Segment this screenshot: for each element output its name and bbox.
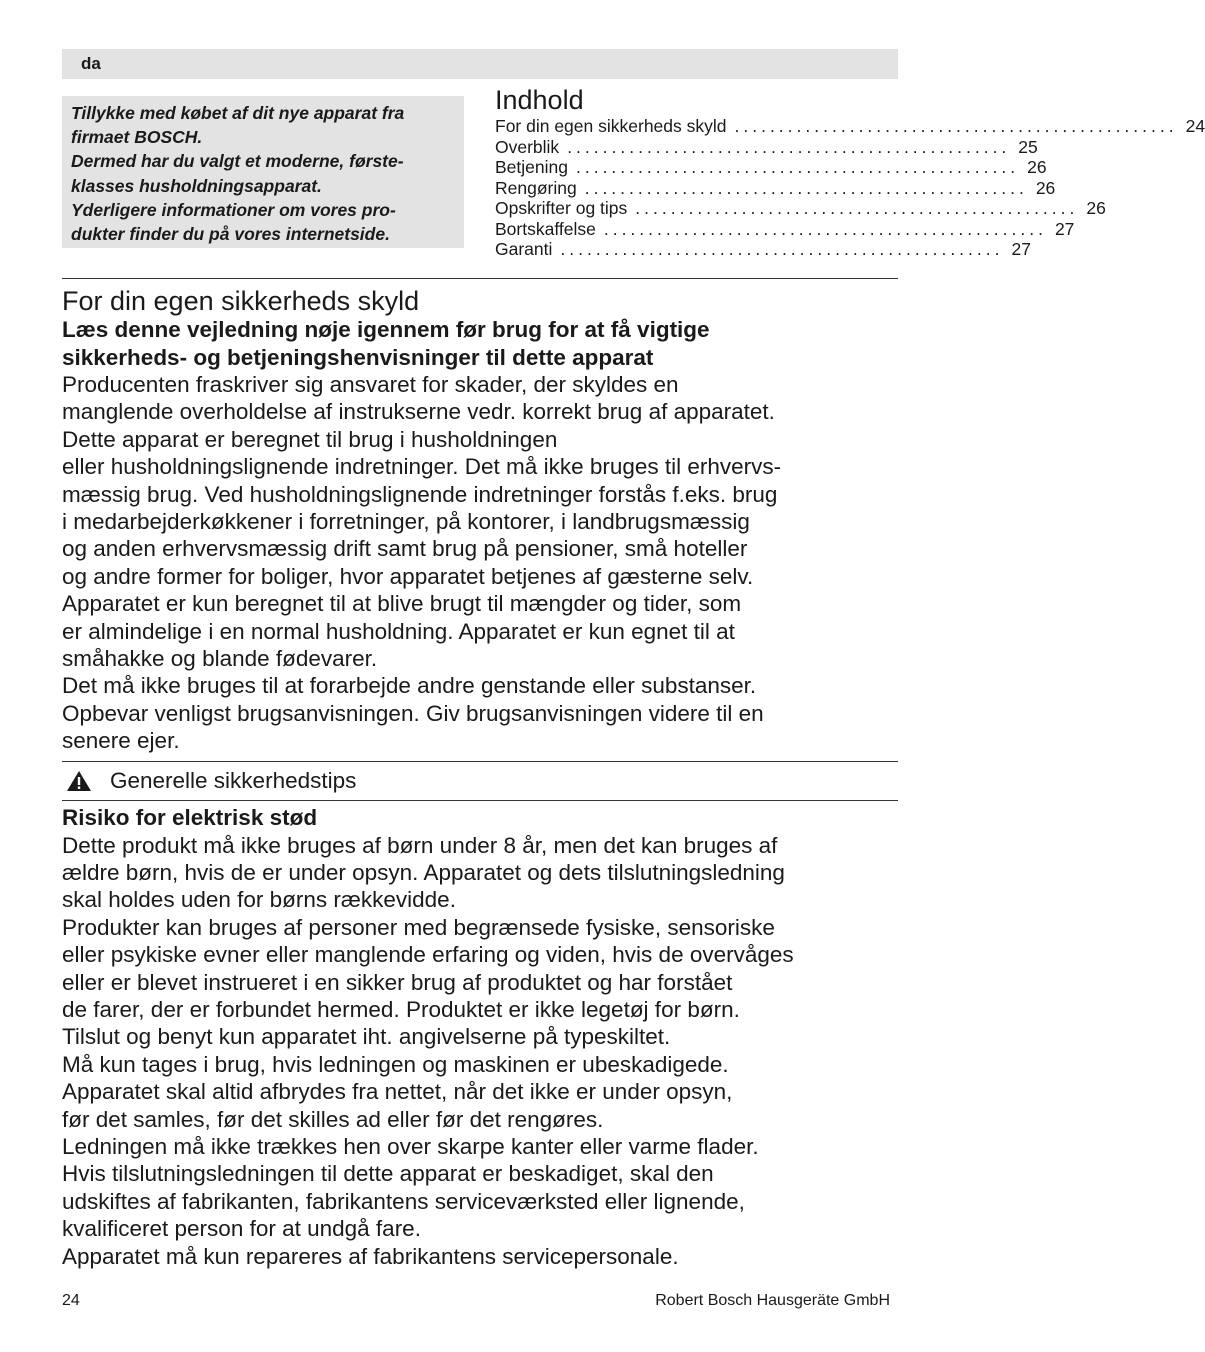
toc-item-page: 26 [1035, 177, 1056, 198]
toc-item[interactable] [495, 157, 1047, 178]
section-body: Producenten fraskriver sig ansvaret for skader, der skyldes en manglende overholdelse af instrukserne vedr. korrekt brug af apparatet. Dette apparat er beregnet til brug i husholdningen eller husholdningslignende indretninger. Det må ikke bruges til erhvervs- mæssig brug. Ved husholdningslignende indretninger forstås f.eks. brug i medarbejderkøkkener i forretninger, på kontorer, i landbrugsmæssig og anden erhvervsmæssig drift samt brug på pensioner, små hoteller og andre former for boliger, hvor apparatet betjenes af gæsterne selv. Apparatet er kun beregnet til at blive brugt til mængder og tider, som er almindelige i en normal husholdning. Apparatet er kun egnet til at småhakke og blande fødevarer. Det må ikke bruges til at forarbejde andre genstande eller substanser. Opbevar venligst brugsanvisningen. Giv brugsanvisningen videre til en senere ejer. [62, 372, 782, 754]
toc-item-label: Garanti [495, 239, 553, 259]
divider [62, 800, 898, 801]
table-of-contents [495, 84, 1205, 260]
toc-item-label: Betjening [495, 157, 568, 177]
electric-shock-section [62, 804, 898, 1270]
toc-item[interactable] [495, 218, 1075, 240]
general-safety-header [62, 766, 898, 796]
toc-item-page: 25 [1018, 136, 1038, 157]
toc-item[interactable] [495, 239, 1031, 260]
toc-item-label: Opskrifter og tips [495, 198, 628, 218]
section-subtitle: Læs denne vejledning nøje igennem før brug for at få vigtige sikkerheds- og betjeningshenvisninger til dette apparat [62, 317, 710, 370]
toc-leader-dots: .................................................. [603, 218, 1047, 239]
toc-item-label: Overblik [495, 136, 560, 157]
toc-leader-dots: .................................................. [575, 157, 1020, 177]
toc-item-page: 26 [1086, 198, 1106, 218]
toc-item-label: Rengøring [495, 177, 577, 198]
toc-item-page: 27 [1011, 239, 1031, 259]
toc-leader-dots: .................................................. [734, 116, 1178, 136]
toc-leader-dots: .................................................. [584, 177, 1028, 198]
toc-item[interactable] [495, 198, 1106, 219]
toc-item[interactable] [495, 116, 1205, 137]
language-bar [62, 49, 898, 79]
section-title: For din egen sikkerheds skyld [62, 286, 420, 316]
toc-item-label: Bortskaffelse [495, 218, 596, 239]
toc-item-label: For din egen sikkerheds skyld [495, 116, 727, 136]
general-safety-title: Generelle sikkerhedstips [110, 768, 357, 793]
page-number: 24 [62, 1292, 80, 1309]
toc-item-page: 26 [1027, 157, 1047, 177]
language-code: da [81, 54, 101, 73]
toc-item[interactable] [495, 136, 1038, 158]
toc-item-page: 27 [1054, 218, 1075, 239]
risk-body: Dette produkt må ikke bruges af børn under 8 år, men det kan bruges af ældre børn, hvis de er under opsyn. Apparatet og dets tilslutningsledning skal holdes uden for børns rækkevidde. Produkter kan bruges af personer med begrænsede fysiske, sensoriske eller psykiske evner eller manglende erfaring og viden, hvis de overvåges eller er blevet instrueret i en sikker brug af produktet og har forstået de farer, der er forbundet hermed. Produktet er ikke legetøj for børn. Tilslut og benyt kun apparatet iht. angivelserne på typeskiltet. Må kun tages i brug, hvis ledningen og maskinen er ubeskadigede. Apparatet skal altid afbrydes fra nettet, når det ikke er under opsyn, før det samles, før det skilles ad eller før det rengøres. Ledningen må ikke trækkes hen over skarpe kanter eller varme flader. Hvis tilslutningsledningen til dette apparat er beskadiget, skal den udskiftes af fabrikanten, fabrikantens serviceværksted eller lignende, kvalificeret person for at undgå fare. Apparatet må kun repareres af fabrikantens servicepersonale. [62, 832, 794, 1269]
toc-item-page: 24 [1185, 116, 1205, 136]
toc-title: Indhold [495, 85, 584, 115]
company-name: Robert Bosch Hausgeräte GmbH [655, 1292, 890, 1309]
divider [62, 278, 898, 279]
risk-title: Risiko for elektrisk stød [62, 805, 318, 830]
toc-leader-dots: .................................................. [567, 136, 1011, 157]
toc-leader-dots: .................................................. [635, 198, 1079, 218]
toc-item[interactable] [495, 177, 1056, 199]
warning-icon [66, 770, 92, 792]
divider [62, 761, 898, 762]
safety-section [62, 286, 898, 755]
toc-leader-dots: .................................................. [560, 239, 1004, 259]
intro-box: Tillykke med købet af dit nye apparat fra firmaet BOSCH. Dermed har du valgt et moderne, første- klasses husholdningsapparat. Yderligere informationer om vores pro- dukter finder du på vores internetside. [62, 96, 464, 248]
